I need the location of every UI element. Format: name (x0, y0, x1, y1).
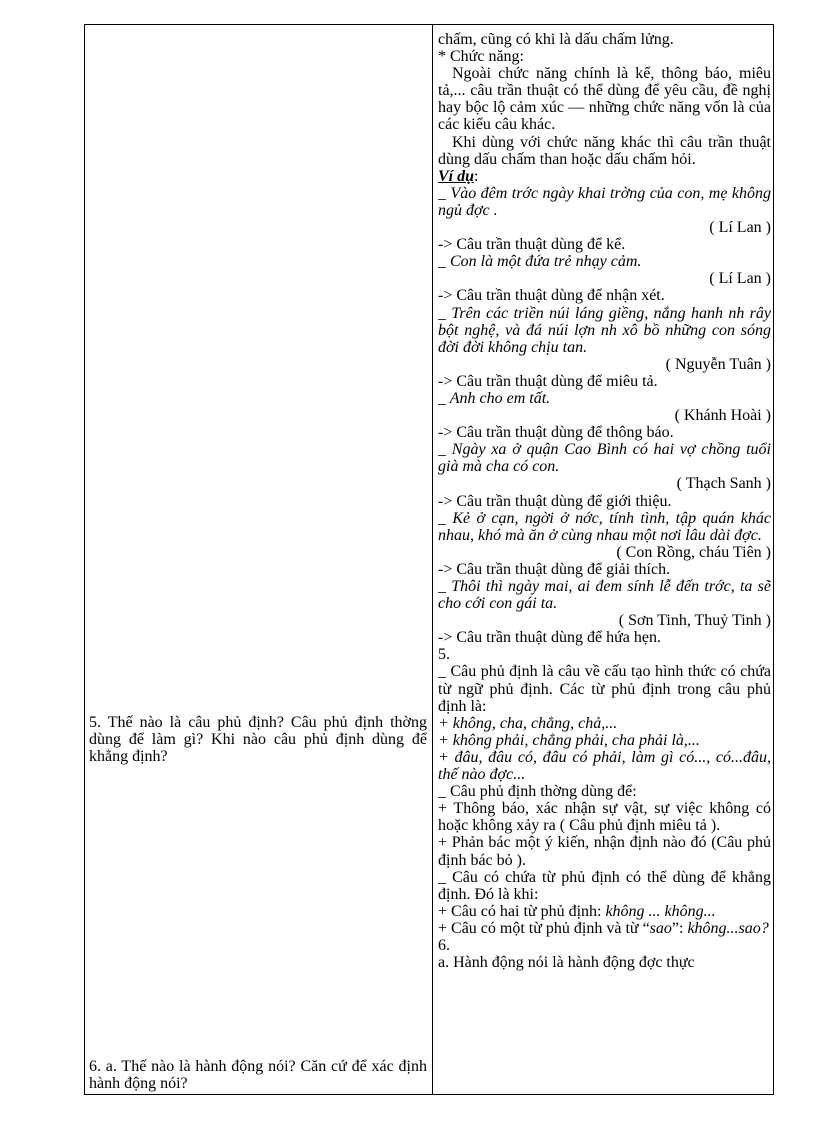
affirmative-word: sao (649, 919, 672, 937)
example-note: -> Câu trần thuật dùng để kể. (438, 236, 626, 254)
negation-words: + không phải, chẳng phải, cha phải là,... (438, 731, 700, 749)
answer-column (438, 31, 771, 1093)
example-sentence: _ Trên các triền núi láng giềng, nắng hanh nh rây bột nghệ, và đá núi lợn nh xô bồ những con sóng đời đời không chịu tan. (438, 304, 771, 356)
answer-paragraph: Khi dùng với chức năng khác thì câu trần thuật dùng dấu chấm than hoặc dấu chấm hỏi. (438, 133, 771, 168)
answer-5-number: 5. (438, 646, 450, 664)
affirmative-text: ”: (671, 919, 688, 937)
answer-5-affirmative: _ Câu có chứa từ phủ định có thể dùng để khẳng định. Đó là khi: (438, 868, 771, 903)
example-sentence: _ Anh cho em tất. (438, 389, 551, 407)
example-source: ( Lí Lan ) (709, 270, 771, 288)
answer-6-a: a. Hành động nói là hành động đợc thực (438, 954, 695, 972)
answer-5-affirmative-item (438, 903, 771, 920)
example-source: ( Sơn Tinh, Thuỷ Tinh ) (618, 612, 771, 630)
affirmative-pattern: không...sao? (687, 919, 769, 937)
answer-6-number: 6. (438, 936, 450, 954)
example-note: -> Câu trần thuật dùng để giải thích. (438, 560, 671, 578)
question-6-text: 6. a. Thế nào là hành động nói? Căn cứ để xác định hành động nói? (89, 1058, 427, 1093)
answer-5-usage-item: + Phản bác một ý kiến, nhận định nào đó (Câu phủ định bác bỏ ). (438, 834, 771, 869)
example-sentence: _ Thôi thì ngày mai, ai đem sính lễ đến trớc, ta sẽ cho cới con gái ta. (438, 578, 771, 613)
answer-paragraph: Ngoài chức năng chính là kể, thông báo, miêu tả,... câu trần thuật có thể dùng để yêu cầu, đề nghị hay bộc lộ cảm xúc — những chức năng vốn là của các kiểu câu khác. (438, 65, 771, 134)
example-note: -> Câu trần thuật dùng để thông báo. (438, 424, 674, 442)
example-sentence: _ Kẻ ở cạn, ngời ở nớc, tính tình, tập quán khác nhau, khó mà ăn ở cùng nhau một nơi lâu dài đợc. (438, 509, 771, 544)
example-source: ( Lí Lan ) (709, 219, 771, 237)
example-heading (438, 168, 771, 185)
question-5-text: 5. Thế nào là câu phủ định? Câu phủ định thờng dùng để làm gì? Khi nào câu phủ định dùng để khẳng định? (89, 714, 427, 766)
example-sentence: _ Con là một đứa trẻ nhạy cảm. (438, 253, 642, 271)
answer-heading: * Chức năng: (438, 48, 524, 66)
question-5 (89, 714, 427, 765)
example-source: ( Con Rồng, cháu Tiên ) (616, 543, 771, 561)
example-note: -> Câu trần thuật dùng để miêu tả. (438, 372, 658, 390)
affirmative-pattern: không ... không... (605, 902, 716, 920)
affirmative-text: + Câu có một từ phủ định và từ “ (438, 919, 650, 937)
example-source: ( Nguyễn Tuân ) (665, 355, 771, 373)
example-source: ( Thạch Sanh ) (676, 475, 771, 493)
example-label-colon: : (474, 167, 479, 185)
answer-5-usage-item: + Thông báo, xác nhận sự vật, sự việc không có hoặc không xảy ra ( Câu phủ định miêu tả ). (438, 800, 771, 835)
answer-5-definition: _ Câu phủ định là câu về cấu tạo hình thức có chứa từ ngữ phủ định. Các từ phủ định trong câu phủ định là: (438, 663, 771, 715)
example-note: -> Câu trần thuật dùng để hứa hẹn. (438, 629, 661, 647)
column-divider (432, 24, 433, 1095)
affirmative-text: + Câu có hai từ phủ định: (438, 902, 606, 920)
answer-5-affirmative-item (438, 920, 771, 937)
answer-5-usage: _ Câu phủ định thờng dùng để: (438, 783, 637, 801)
example-label: Ví dụ (438, 167, 475, 185)
example-sentence: _ Vào đêm trớc ngày khai trờng của con, mẹ không ngủ đợc . (438, 184, 771, 219)
question-6 (89, 1058, 427, 1092)
example-note: -> Câu trần thuật dùng để giới thiệu. (438, 492, 672, 510)
example-source: ( Khánh Hoài ) (674, 407, 771, 425)
example-sentence: _ Ngày xa ở quận Cao Bình có hai vợ chồng tuổi già mà cha có con. (438, 441, 771, 476)
answer-line: chấm, cũng có khi là dấu chấm lửng. (438, 31, 674, 48)
example-note: -> Câu trần thuật dùng để nhận xét. (438, 287, 665, 305)
negation-words: + đâu, đâu có, đâu có phải, làm gì có..., có...đâu, thế nào đợc... (438, 748, 771, 784)
negation-words: + không, cha, chẳng, chả,... (438, 714, 618, 732)
